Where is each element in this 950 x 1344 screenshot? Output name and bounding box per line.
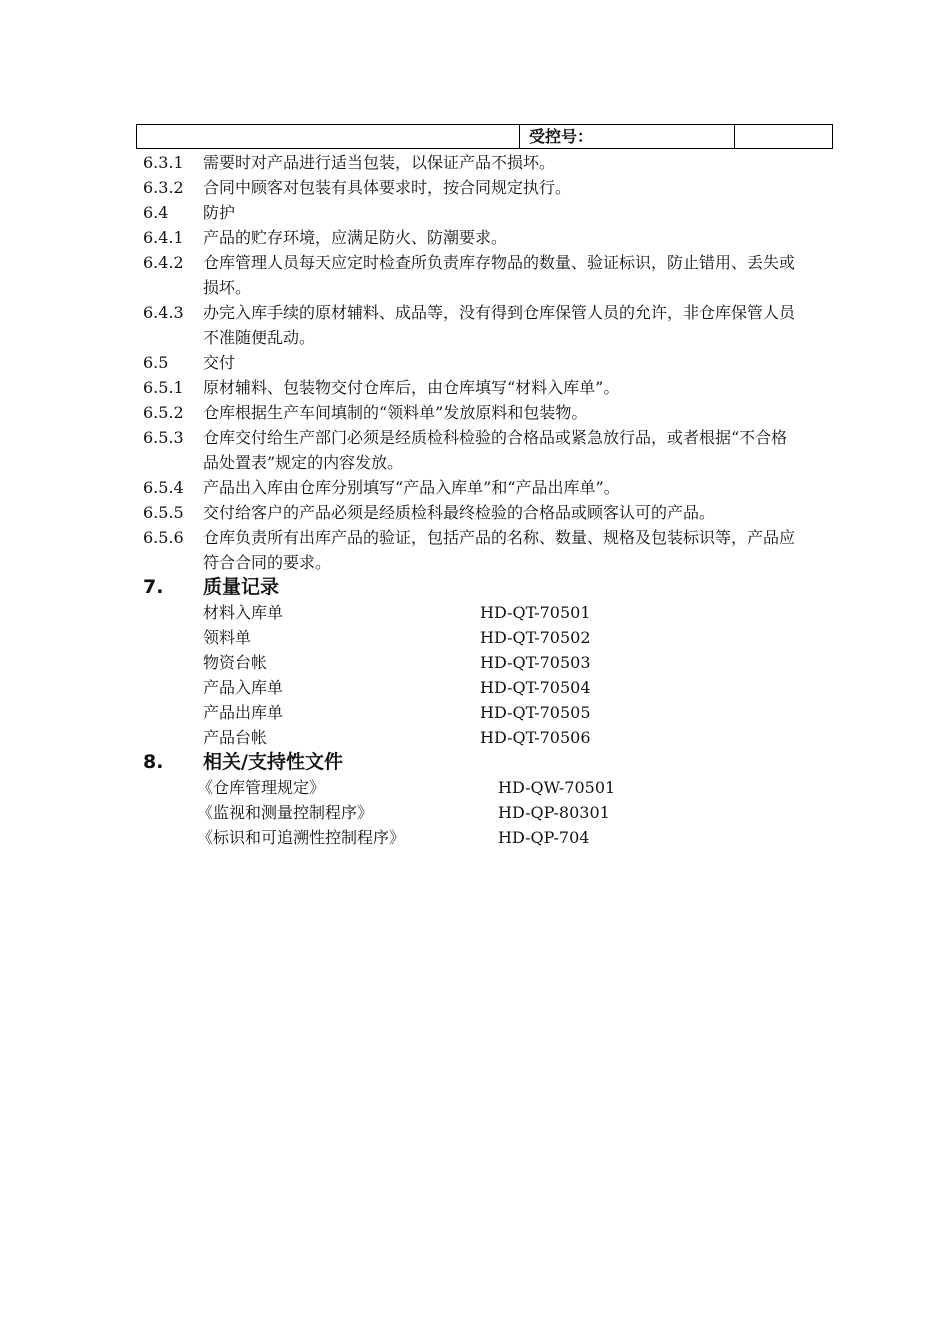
clause-item [143,375,833,400]
clause-text: 合同中顾客对包装有具体要求时，按合同规定执行。 [203,178,572,197]
clause-number: 6.4 [143,203,169,222]
clause-text: 交付 [203,353,236,372]
document-name: 《仓库管理规定》 [197,778,326,797]
section-title: 相关/支持性文件 [203,751,343,773]
section-7-heading [143,575,833,600]
clause-text: 办完入库手续的原材辅料、成品等，没有得到仓库保管人员的允许，非仓库保管人员不准随便乱动。 [203,303,796,347]
header-cell-blank [137,125,520,148]
record-row [143,625,833,650]
clause-number: 6.5.5 [143,503,184,522]
clause-text: 仓库负责所有出库产品的验证，包括产品的名称、数量、规格及包装标识等，产品应符合合同的要求。 [203,528,796,572]
clause-item [143,350,833,375]
control-number-value [735,125,832,148]
document-code: HD-QP-80301 [498,803,610,822]
clause-text: 仓库管理人员每天应定时检查所负责库存物品的数量、验证标识，防止错用、丢失或损坏。 [203,253,796,297]
record-name: 产品出库单 [203,703,284,722]
section-8-heading [143,750,833,775]
document-code: HD-QP-704 [498,828,590,847]
clause-text: 仓库根据生产车间填制的“领料单”发放原料和包装物。 [203,403,588,422]
header-table [136,124,833,149]
clause-item [143,200,833,225]
record-code: HD-QT-70505 [480,703,591,722]
document-body [143,150,833,850]
clause-text: 交付给客户的产品必须是经质检科最终检验的合格品或顾客认可的产品。 [203,503,716,522]
document-row [143,800,833,825]
clause-number: 6.3.1 [143,153,184,172]
clause-item [143,425,833,475]
clause-item [143,500,833,525]
clause-item [143,475,833,500]
record-name: 产品入库单 [203,678,284,697]
clause-number: 6.3.2 [143,178,184,197]
clause-number: 6.5.1 [143,378,184,397]
supporting-docs-list [143,775,833,850]
clause-number: 6.5.4 [143,478,184,497]
clause-number: 6.5.3 [143,428,184,447]
clause-list [143,150,833,575]
record-name: 领料单 [203,628,252,647]
clause-number: 6.5.6 [143,528,184,547]
clause-item [143,150,833,175]
document-row [143,825,833,850]
clause-item [143,525,833,575]
clause-text: 产品的贮存环境，应满足防火、防潮要求。 [203,228,508,247]
clause-text: 仓库交付给生产部门必须是经质检科检验的合格品或紧急放行品，或者根据“不合格品处置表”规定的内容发放。 [203,428,788,472]
record-name: 产品台帐 [203,728,268,747]
record-code: HD-QT-70504 [480,678,591,697]
clause-text: 产品出入库由仓库分别填写“产品入库单”和“产品出库单”。 [203,478,620,497]
record-code: HD-QT-70502 [480,628,591,647]
record-code: HD-QT-70506 [480,728,591,747]
clause-text: 防护 [203,203,236,222]
clause-number: 6.4.1 [143,228,184,247]
clause-item [143,300,833,350]
section-title: 质量记录 [203,576,280,598]
clause-item [143,175,833,200]
record-row [143,650,833,675]
record-row [143,700,833,725]
clause-number: 6.4.2 [143,253,184,272]
clause-item [143,225,833,250]
clause-number: 6.5 [143,353,169,372]
clause-item [143,250,833,300]
document-row [143,775,833,800]
section-number: 8. [143,751,164,773]
record-row [143,725,833,750]
clause-number: 6.4.3 [143,303,184,322]
record-row [143,600,833,625]
section-number: 7. [143,576,164,598]
control-number-label: 受控号： [519,125,735,148]
clause-number: 6.5.2 [143,403,184,422]
record-code: HD-QT-70501 [480,603,591,622]
clause-text: 原材辅料、包装物交付仓库后，由仓库填写“材料入库单”。 [203,378,620,397]
document-code: HD-QW-70501 [498,778,616,797]
record-row [143,675,833,700]
document-name: 《监视和测量控制程序》 [197,803,374,822]
record-name: 材料入库单 [203,603,284,622]
record-name: 物资台帐 [203,653,268,672]
document-name: 《标识和可追溯性控制程序》 [197,828,406,847]
clause-text: 需要时对产品进行适当包装，以保证产品不损坏。 [203,153,556,172]
quality-records-list [143,600,833,750]
clause-item [143,400,833,425]
record-code: HD-QT-70503 [480,653,591,672]
